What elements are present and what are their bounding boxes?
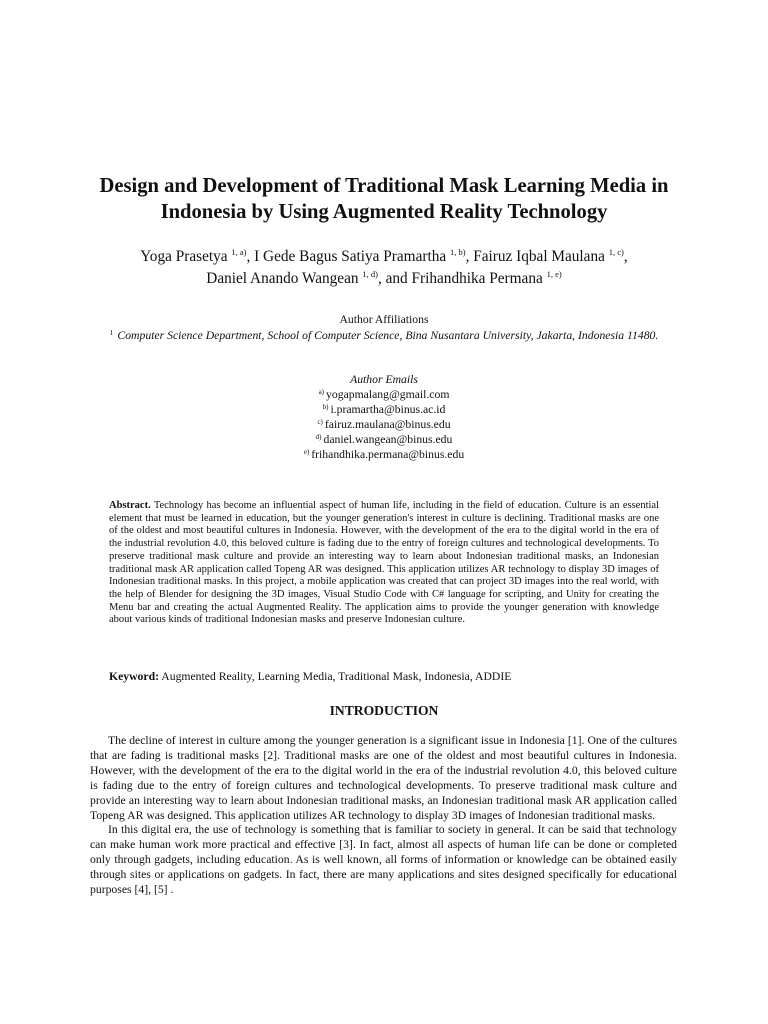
email-superscript: a) (318, 388, 325, 396)
abstract (109, 500, 659, 627)
affiliation-superscript: 1 (109, 328, 114, 337)
body-paragraph: The decline of interest in culture among the younger generation is a significant issue in Indonesia [1]. One of the cultures that are fading is traditional masks [2]. Traditional masks are one of the oldest and most beautiful cultures in Indonesia. However, with the development of the era to the digital world in the era of the industrial revolution 4.0, this beloved culture is fading due to the entry of foreign cultures and technological developments. To preserve traditional mask culture and provide an interesting way to learn about Indonesian traditional masks, an Indonesian traditional mask AR application called Topeng AR was designed. This application utilizes AR technology to display 3D images of Indonesian traditional masks. (90, 734, 677, 822)
author-name: Frihandhika Permana (411, 270, 543, 287)
email-superscript: d) (315, 433, 322, 441)
author-separator: , (246, 248, 255, 265)
email-superscript: c) (317, 418, 323, 426)
author-name: Daniel Anando Wangean (206, 270, 359, 287)
affiliation (100, 328, 668, 343)
author-name: I Gede Bagus Satiya Pramartha (254, 248, 447, 265)
author-list (40, 246, 728, 290)
email-address: frihandhika.permana@binus.edu (311, 448, 465, 461)
section-heading-introduction: INTRODUCTION (329, 703, 439, 718)
body-paragraph: In this digital era, the use of technology is something that is familiar to society in general. It can be said that technology can make human work more practical and effective [3]. In fact, almost all aspects of human life can be done or completed only through gadgets, including education. As is well known, all forms of information or knowledge can be obtained easily through sites or applications on gadgets. In fact, there are many applications and sites designed specifically for educational purposes [4], [5] . (90, 823, 677, 897)
author-superscript: 1, d) (362, 269, 378, 279)
email-address: i.pramartha@binus.ac.id (330, 403, 446, 416)
email-line (60, 432, 708, 447)
author-emails (60, 372, 708, 462)
author-name: Yoga Prasetya (140, 248, 228, 265)
author-superscript: 1, b) (449, 247, 466, 257)
email-superscript: b) (322, 403, 329, 411)
email-line (60, 447, 708, 462)
emails-heading: Author Emails (350, 373, 418, 386)
author-separator: , (623, 248, 628, 265)
email-address: yogapmalang@gmail.com (326, 388, 450, 401)
email-line (60, 402, 708, 417)
affiliations-heading: Author Affiliations (339, 313, 429, 326)
email-address: fairuz.maulana@binus.edu (324, 418, 451, 431)
email-superscript: e) (303, 448, 310, 456)
author-superscript: 1, e) (546, 269, 562, 279)
author-separator: , and (377, 270, 412, 287)
keywords (109, 669, 669, 684)
author-separator: , (465, 248, 474, 265)
keyword-label: Keyword: (109, 670, 159, 683)
introduction-body (90, 734, 677, 898)
author-name: Fairuz Iqbal Maulana (473, 248, 605, 265)
abstract-label: Abstract. (109, 500, 151, 511)
keyword-text: Augmented Reality, Learning Media, Traditional Mask, Indonesia, ADDIE (161, 670, 512, 683)
affiliation-text: Computer Science Department, School of Computer Science, Bina Nusantara University, Jakarta, Indonesia 11480. (117, 329, 659, 342)
abstract-text: Technology has become an influential aspect of human life, including in the field of education. Culture is an essential element that must be learned in education, but the younger generation's interest in culture is declining. Traditional masks are one of the oldest and most beautiful cultures in Indonesia. However, with the development of the era to the digital world in the era of the industrial revolution 4.0, this beloved culture is fading due to the entry of foreign cultures and technological developments. To preserve traditional mask culture and provide an interesting way to learn about Indonesian traditional masks, an Indonesian traditional mask AR application called Topeng AR was designed. This application utilizes AR technology to display 3D images of Indonesian traditional masks. In this project, a mobile application was created that can project 3D images into the real world, with the help of Blender for designing the 3D images, Visual Studio Code with C# language for scripting, and Unity for creating the Menu bar and creating the actual Augmented Reality. The application aims to provide the younger generation with knowledge about various kinds of traditional Indonesian masks and preserve Indonesian culture. (109, 500, 660, 626)
email-line (60, 417, 708, 432)
paper-title: Design and Development of Traditional Mask Learning Media in Indonesia by Using Augmented Reality Technology (99, 175, 669, 223)
email-address: daniel.wangean@binus.edu (323, 433, 453, 446)
author-superscript: 1, a) (231, 247, 247, 257)
email-line (60, 387, 708, 402)
author-superscript: 1, c) (608, 247, 624, 257)
